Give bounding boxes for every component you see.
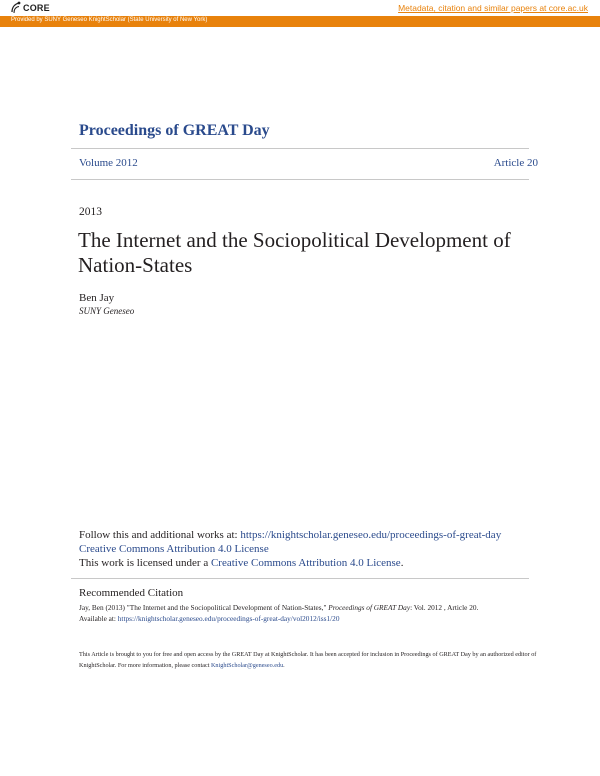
citation-text: [79, 602, 539, 624]
recommended-citation-heading: Recommended Citation: [79, 587, 184, 599]
access-notice: [79, 649, 539, 671]
journal-title[interactable]: Proceedings of GREAT Day: [79, 122, 270, 139]
author-name: Ben Jay: [79, 292, 115, 304]
provided-by-text[interactable]: Provided by SUNY Geneseo KnightScholar (State University of New York): [11, 17, 208, 23]
volume-link[interactable]: Volume 2012: [79, 157, 138, 169]
author-affiliation: SUNY Geneseo: [79, 306, 135, 316]
license-line: [79, 556, 539, 570]
citation-url-link[interactable]: https://knightscholar.geneseo.edu/proceedings-of-great-day/vol2012/iss1/20: [117, 614, 340, 623]
core-logo-text: CORE: [23, 2, 50, 13]
follow-url-link[interactable]: https://knightscholar.geneseo.edu/proceedings-of-great-day: [240, 529, 502, 541]
license-suffix: .: [400, 557, 404, 569]
license-link[interactable]: Creative Commons Attribution 4.0 License: [79, 543, 269, 555]
divider-citation: [71, 578, 529, 579]
core-logo-icon: [10, 1, 21, 14]
available-prefix: Available at:: [79, 614, 118, 623]
article-title: The Internet and the Sociopolitical Development of Nation-States: [78, 228, 511, 277]
license-link-inline[interactable]: Creative Commons Attribution 4.0 License: [210, 557, 401, 569]
core-logo[interactable]: [10, 1, 50, 14]
follow-prefix: Follow this and additional works at:: [79, 529, 241, 541]
article-number-link[interactable]: Article 20: [493, 157, 538, 169]
core-header-bar: [0, 0, 600, 16]
follow-line: [79, 528, 539, 542]
divider-top: [71, 148, 529, 149]
license-prefix: This work is licensed under a: [79, 557, 211, 569]
citation-part2: : Vol. 2012 , Article 20.: [410, 603, 479, 612]
core-metadata-link[interactable]: Metadata, citation and similar papers at core.ac.uk: [398, 3, 588, 13]
citation-part1: Jay, Ben (2013) "The Internet and the Sociopolitical Development of Nation-States,": [79, 603, 329, 612]
volume-row: [79, 157, 538, 169]
notice-text: This Article is brought to you for free and open access by the GREAT Day at KnightScholar. It has been accepted for inclusion in Proceedings of GREAT Day by an authorized editor of KnightScholar. For more information, please contact: [79, 651, 537, 669]
citation-journal: Proceedings of GREAT Day: [328, 603, 411, 612]
divider-bottom: [71, 179, 529, 180]
provided-by-bar: [0, 16, 600, 27]
follow-block: [79, 528, 539, 570]
notice-suffix: .: [283, 662, 285, 669]
contact-email-link[interactable]: KnightScholar@geneseo.edu: [210, 662, 284, 669]
publication-year: 2013: [79, 206, 102, 218]
